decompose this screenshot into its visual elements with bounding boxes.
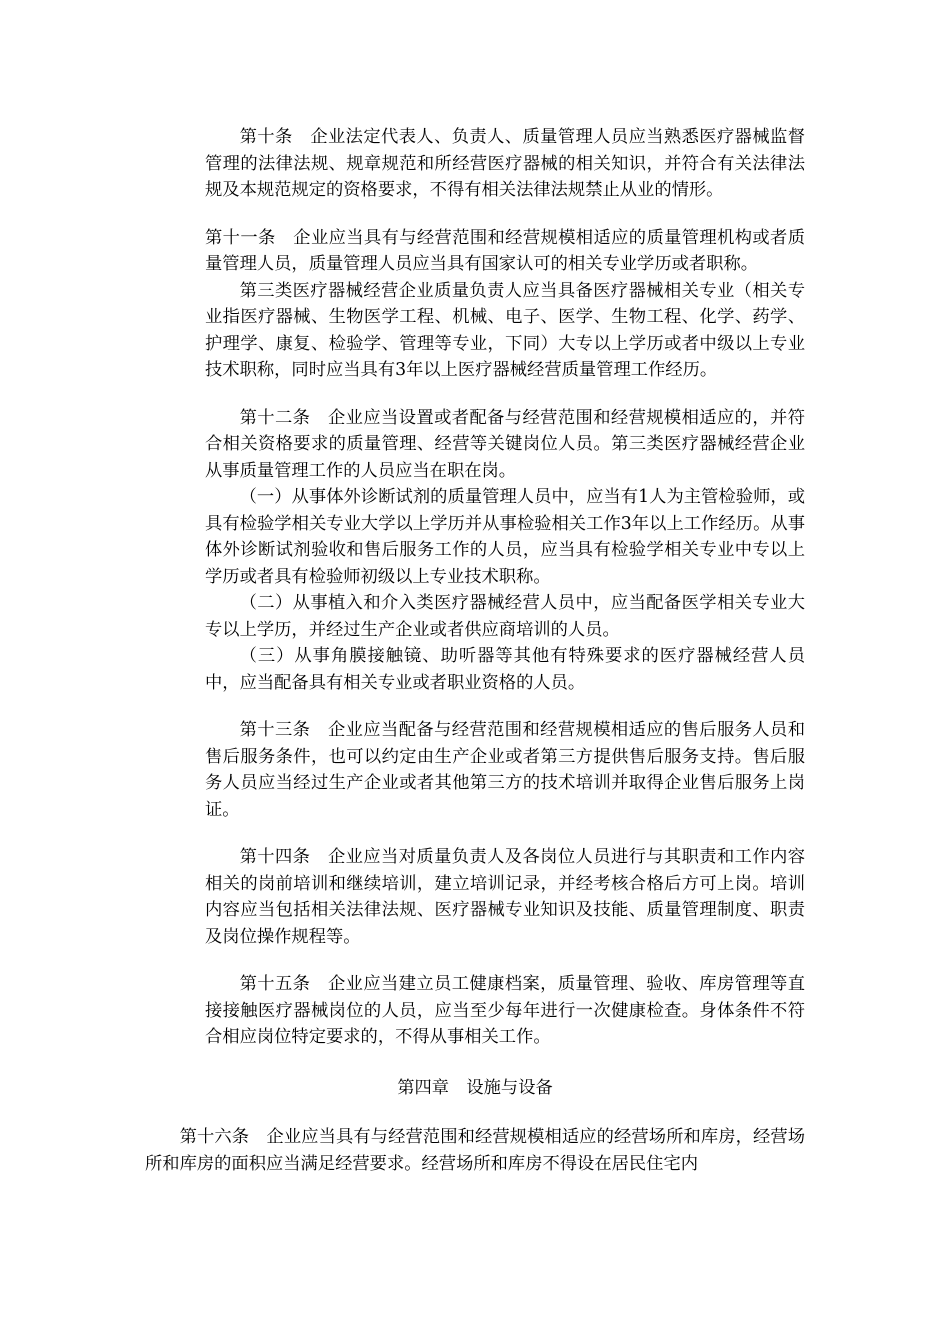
article-12-item-2: （二）从事植入和介入类医疗器械经营人员中，应当配备医学相关专业大专以上学历，并经过生产企业或者供应商培训的人员。: [205, 593, 805, 640]
article-12: 第十二条 企业应当设置或者配备与经营范围和经营规模相适应的，并符合相关资格要求的质量管理、经营等关键岗位人员。第三类医疗器械经营企业从事质量管理工作的人员应当在职在岗。: [205, 407, 805, 481]
article-12-item-3: （三）从事角膜接触镜、助听器等其他有特殊要求的医疗器械经营人员中，应当配备具有相关专业或者职业资格的人员。: [205, 646, 805, 693]
article-15: 第十五条 企业应当建立员工健康档案，质量管理、验收、库房管理等直接接触医疗器械岗位的人员，应当至少每年进行一次健康检查。身体条件不符合相应岗位特定要求的，不得从事相关工作。: [205, 974, 805, 1047]
article-11: 第十一条 企业应当具有与经营范围和经营规模相适应的质量管理机构或者质量管理人员，质量管理人员应当具有国家认可的相关专业学历或者职称。: [205, 227, 805, 274]
chapter-heading: 第四章 设施与设备: [397, 1077, 553, 1098]
document-body: [205, 124, 805, 1101]
article-10: 第十条 企业法定代表人、负责人、质量管理人员应当熟悉医疗器械监督管理的法律法规、规章规范和所经营医疗器械的相关知识，并符合有关法律法规及本规范规定的资格要求，不得有相关法律法规禁止从业的情形。: [205, 127, 805, 200]
article-11-paragraph-2: 第三类医疗器械经营企业质量负责人应当具备医疗器械相关专业（相关专业指医疗器械、生物医学工程、机械、电子、医学、生物工程、化学、药学、护理学、康复、检验学、管理等专业，下同）大专以上学历或者中级以上专业技术职称，同时应当具有3年以上医疗器械经营质量管理工作经历。: [205, 280, 805, 380]
article-12-item-1: （一）从事体外诊断试剂的质量管理人员中，应当有1人为主管检验师，或具有检验学相关专业大学以上学历并从事检验相关工作3年以上工作经历。从事体外诊断试剂验收和售后服务工作的人员，应当具有检验学相关专业中专以上学历或者具有检验师初级以上专业技术职称。: [205, 487, 805, 587]
article-13: 第十三条 企业应当配备与经营范围和经营规模相适应的售后服务人员和售后服务条件，也可以约定由生产企业或者第三方提供售后服务支持。售后服务人员应当经过生产企业或者其他第三方的技术培训并取得企业售后服务上岗证。: [205, 720, 805, 820]
article-14: 第十四条 企业应当对质量负责人及各岗位人员进行与其职责和工作内容相关的岗前培训和继续培训，建立培训记录，并经考核合格后方可上岗。培训内容应当包括相关法律法规、医疗器械专业知识及技能、质量管理制度、职责及岗位操作规程等。: [205, 847, 805, 947]
article-16-block: [145, 1124, 805, 1178]
article-16: 第十六条 企业应当具有与经营范围和经营规模相适应的经营场所和库房，经营场所和库房的面积应当满足经营要求。经营场所和库房不得设在居民住宅内: [145, 1127, 805, 1174]
